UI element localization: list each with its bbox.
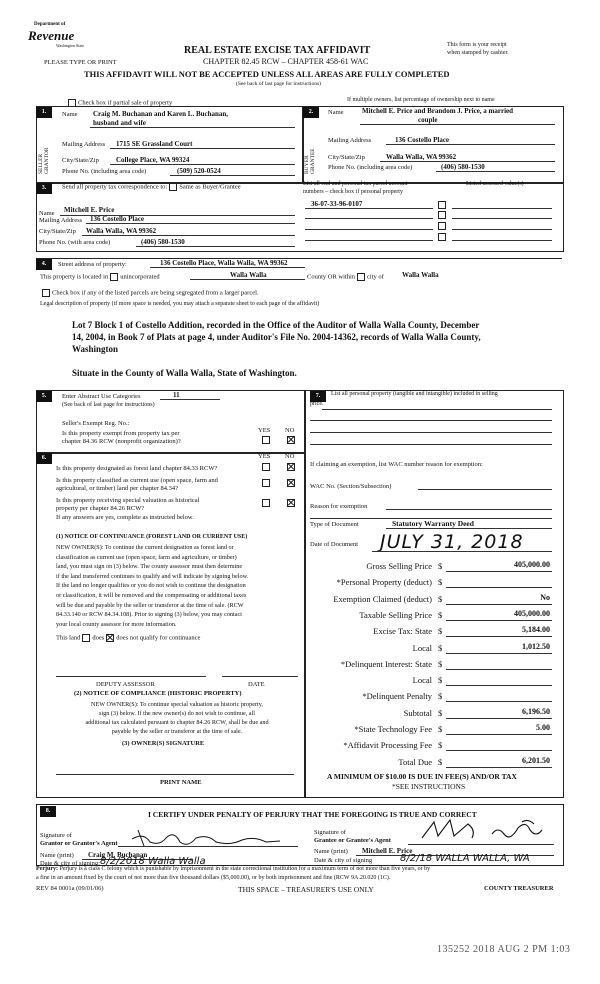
cont-lines-line: will be due and payable by the seller or transferor at the time of sale. (RCW [56,601,244,609]
segregated-checkbox[interactable] [42,289,50,297]
county-or-row: County OR within city of [307,273,384,281]
grantor-sig-label-2: Grantor or Grantor's Agent [40,840,118,847]
dollar-sign: $ [438,658,443,669]
located-row: This property is located in unincorporated [40,273,160,281]
money-line [446,767,552,768]
dollar-sign: $ [438,609,443,620]
money-label: *Affidavit Processing Fee [343,740,432,751]
q-forest-no-checkbox[interactable] [287,463,295,471]
money-line [446,750,552,751]
q-exempt-no-label: NO [285,427,295,434]
grantor-name-label: Name (print) [40,852,74,859]
q-exempt-yes-label: YES [258,427,271,434]
personal-property-checkbox-1[interactable] [438,201,446,209]
doc-type-label: Type of Document [310,521,359,528]
exempt-reg-label: Seller's Exempt Reg. No.: [62,420,130,427]
money-value: 1,012.50 [522,641,550,651]
form-rev: REV 84 0001a (09/01/06) [36,885,104,892]
seller-side-label: SELLER GRANTOR [38,147,50,174]
seller-mail-label: Mailing Address [62,141,106,148]
continuance-text [56,543,248,629]
q-exempt-2: chapter 84.36 RCW (nonprofit organization)? [62,438,181,445]
form-warning: THIS AFFIDAVIT WILL NOT BE ACCEPTED UNLESS ALL AREAS ARE FULLY COMPLETED [84,69,450,79]
sec6-yes-label: YES [258,453,271,460]
form-title: REAL ESTATE EXCISE TAX AFFIDAVIT [184,45,371,56]
buyer-mail-label: Mailing Address [328,137,372,144]
personal-prop-label-2: price. [310,401,324,407]
money-value: 6,201.50 [522,755,550,765]
q-forest-yes-checkbox[interactable] [262,463,270,471]
money-line [446,685,552,686]
cont-lines-line: your local county assessor for more information. [56,620,177,628]
dollar-sign: $ [438,577,443,588]
personal-prop-label-1: List all personal property (tangible and intangible) included in selling [331,391,498,397]
cont-lines-line: if the land transferred continues to qualify and will indicate by signing below. [56,572,249,580]
hist-lines-line: additional tax calculated pursuant to chapter 84.26 RCW, shall be due and [85,719,269,726]
dollar-sign: $ [438,642,443,653]
use-cat-note: (See back of last page for instructions) [62,402,155,408]
money-label: *Personal Property (deduct) [336,577,432,588]
grantor-name: Craig M. Buchanan [88,851,148,859]
sec8-number: 8. [40,806,56,817]
seller-city-label: City/State/Zip [62,157,99,164]
same-as-buyer-checkbox[interactable] [169,183,177,191]
sec6-number: 6. [36,453,52,464]
buyer-city: Walla Walla, WA 99362 [386,153,457,161]
personal-property-checkbox-3[interactable] [438,222,446,230]
q-note: If any answers are yes, complete as instructed below. [56,514,194,521]
buyer-phone: (406) 580-1530 [441,163,485,171]
legal-desc-label: Legal description of property (if more space is needed, you may attach a separate sheet to each page of the affidavit) [40,301,320,307]
seller-mail: 1715 SE Grassland Court [116,140,193,148]
parcel-head-1: List all real and personal tax parcel account [303,181,408,187]
dollar-sign: $ [438,756,443,767]
money-value: 5.00 [536,723,550,732]
grantee-date-label: Date & city of signing [314,857,373,864]
seller-city: College Place, WA 99324 [116,156,190,164]
logo-state: Washington State [56,43,85,48]
cont-lines-line: classification as current use (open space, farm and agriculture, or timber) [56,553,237,561]
logo-revenue: Revenue [28,28,75,43]
sec6-no-label: NO [285,453,295,460]
land-does-checkbox[interactable] [82,634,90,642]
form-chapter: CHAPTER 82.45 RCW – CHAPTER 458-61 WAC [203,57,369,66]
dollar-sign: $ [438,561,443,571]
dollar-sign: $ [438,675,443,686]
continuance-title: (1) NOTICE OF CONTINUANCE (FOREST LAND OR CURRENT USE) [56,534,248,540]
buyer-mail: 136 Costello Place [395,136,450,144]
money-value: 6,196.50 [522,706,550,716]
print-name-label: PRINT NAME [160,779,202,786]
hist-lines-line: sign (3) below. If the new owner(s) do not wish to continue, all [99,710,255,717]
use-cat-label: Enter Abstract Use Categories [62,393,141,400]
grantee-sig-label-1: Signature of [314,829,346,836]
money-line [446,718,552,719]
money-value: 405,000.00 [514,608,550,618]
buyer-name-2: couple [418,116,438,124]
money-label: Total Due [398,756,432,767]
land-qualify-row: This land does does not qualify for continuance [56,634,201,642]
see-back-note: (See back of last page for instructions) [236,81,321,87]
sec1-number: 1. [36,107,52,118]
perjury-line-2: a fine in an amount fixed by the court of not more than five thousand dollars ($5,000.00), or by both imprisonment and fine (RCW 9A.20.020 (1C). [36,875,391,881]
seller-name-label: Name [62,111,78,118]
q-historic-1: Is this property receiving special valuation as historical [56,497,200,504]
doc-type-value: Statutory Warranty Deed [392,519,474,528]
q-historic-yes-checkbox[interactable] [262,499,270,507]
money-value: No [540,592,550,602]
money-value: 5,184.00 [522,625,550,635]
print-note: PLEASE TYPE OR PRINT [44,59,117,66]
money-line [446,653,552,654]
dollar-sign: $ [438,724,443,734]
city-name: Walla Walla [402,271,439,279]
money-label: Subtotal [403,707,432,718]
dollar-sign: $ [438,691,443,702]
money-label: Local [412,642,432,653]
logo-dept: Department of [34,22,66,27]
money-line [446,620,552,621]
sec3-number: 3. [36,183,52,194]
owner-signature-label: (3) OWNER(S) SIGNATURE [122,740,205,747]
exempt-claim-label: If claiming an exemption, list WAC number reason for exemption: [310,461,483,468]
q-current-use-1: Is this property classified as current use (open space, farm and [56,477,218,484]
corr-city: Walla Walla, WA 99362 [86,227,157,235]
buyer-name-label: Name [328,109,344,116]
sec7-number: 7. [310,391,326,402]
hist-lines-line: NEW OWNER(S): To continue special valuation as historic property, [91,701,263,708]
within-city-checkbox[interactable] [357,273,365,281]
doc-date-label: Date of Document [310,541,359,548]
cont-lines-line: land, you must sign on (3) below. The county assessor must then determine [56,563,243,571]
money-line [446,587,552,588]
q-exempt-yes-checkbox[interactable] [262,436,270,444]
street-address: 136 Costello Place, Walla Walla, WA 99362 [160,259,288,267]
parcel-number-1: 36-07-33-96-0107 [311,200,363,208]
deputy-assessor-label: DEPUTY ASSESSOR [96,681,155,688]
money-value: 405,000.00 [514,560,550,569]
q-historic-no-checkbox[interactable] [287,499,295,507]
minimum-due-note: A MINIMUM OF $10.00 IS DUE IN FEE(S) AND/OR TAX [327,772,517,781]
money-label: *Delinquent Penalty [362,691,432,702]
money-line [446,669,552,670]
q-forest: Is this property designated as forest land chapter 84.33 RCW? [56,465,218,472]
corr-mail-label: Mailing Address [39,217,83,224]
partial-sale-row: Check box if partial sale of property [66,99,172,107]
grantee-signature [418,816,558,844]
deputy-date-label: DATE [248,681,265,688]
money-line [446,636,552,637]
corr-name-label: Name [39,210,55,217]
send-correspondence-row: Send all property tax correspondence to: Same as Buyer/Grantee [62,183,241,191]
seller-name-1: Craig M. Buchanan and Karen L. Buchanan, [93,110,229,118]
dollar-sign: $ [438,626,443,637]
money-label: Local [412,675,432,686]
corr-phone: (406) 580-1530 [141,238,185,246]
see-instructions-note: *SEE INSTRUCTIONS [392,782,466,791]
certify-statement: I CERTIFY UNDER PENALTY OF PERJURY THAT THE FOREGOING IS TRUE AND CORRECT [148,810,477,819]
dollar-sign: $ [438,740,443,751]
segregated-row: Check box if any of the listed parcels are being segregated from a larger parcel. [40,289,259,297]
historic-title: (2) NOTICE OF COMPLIANCE (HISTORIC PROPERTY) [74,690,242,697]
receipt-note-2: when stamped by cashier. [447,50,509,56]
grantee-name-label: Name (print) [314,848,348,855]
hist-lines-line: payable by the seller or transferor at the time of sale. [111,728,243,735]
money-label: *State Technology Fee [354,724,432,734]
dollar-sign: $ [438,707,443,718]
cont-lines-line: or classification, it will be removed and the compensating or additional taxes [56,591,247,599]
wac-label: WAC No. (Section/Subsection) [310,483,392,490]
money-line [446,604,552,605]
sec5-number: 5. [36,391,52,402]
use-cat-value: 11 [173,391,180,399]
assessed-head: Listed assessed value(s) [466,181,524,187]
money-line [446,734,552,735]
grantor-date-label: Date & city of signing: [40,860,100,867]
land-does-not-checkbox[interactable] [106,634,114,642]
sec4-number: 4. [36,259,52,270]
grantor-sig-label-1: Signature of [40,832,72,839]
personal-property-checkbox-4[interactable] [438,233,446,241]
seller-name-2: husband and wife [93,119,146,127]
corr-city-label: City/State/Zip [39,228,76,235]
cont-lines-line: NEW OWNER(S): To continue the current designation as forest land or [56,544,234,551]
doc-date-value: JULY 31, 2018 [380,531,524,553]
seller-phone: (509) 520-0524 [177,167,221,175]
grantee-sig-label-2: Grantee or Grantee's Agent [314,837,391,844]
parcel-head-2: numbers – check box if personal property [303,189,403,195]
q-exempt-no-checkbox[interactable] [287,436,295,444]
legal-desc-3: Washington [72,344,119,354]
corr-phone-label: Phone No. (with area code) [39,239,111,246]
buyer-side-label: BUYER GRANTEE [304,148,316,174]
receipt-note-1: This form is your receipt [447,42,507,48]
situate-line: Situate in the County of Walla Walla, State of Washington. [72,368,297,378]
grantee-date-city: 8/2/18 WALLA WALLA, WA [400,853,530,864]
county-treasurer-label: COUNTY TREASURER [484,885,554,892]
grantor-date-city: 8/2/2018 Walla Walla [100,856,206,867]
buyer-phone-label: Phone No. (including area code) [328,164,413,171]
sec2-number: 2. [303,107,319,118]
grantee-name: Mitchell E. Price [362,847,413,855]
personal-property-checkbox-2[interactable] [438,211,446,219]
county-name: Walla Walla [230,271,267,279]
money-label: Gross Selling Price [366,561,432,571]
perjury-line-1: Perjury: Perjury is a class C felony which is punishable by imprisonment in the state correctional institution for a maximum term of not more than five years, or by [36,866,431,872]
buyer-city-label: City/State/Zip [328,154,365,161]
unincorporated-checkbox[interactable] [110,273,118,281]
q-historic-2: property per chapter 84.26 RCW? [56,505,145,512]
historic-text [62,700,292,736]
money-label: *Delinquent Interest: State [340,658,432,669]
money-label: Taxable Selling Price [359,609,432,620]
q-exempt-1: Is this property exempt from property tax per [62,430,180,437]
corr-mail: 136 Costello Place [90,215,145,223]
reason-label: Reason for exemption [310,503,368,510]
q-current-use-no-checkbox[interactable] [287,479,295,487]
corr-name: Mitchell E. Price [64,206,115,214]
money-line [446,701,552,702]
money-label: Exemption Claimed (deduct) [333,593,432,604]
q-current-use-2: agricultural, or timber) land per chapter 84.34? [56,485,179,492]
q-current-use-yes-checkbox[interactable] [262,479,270,487]
multiple-owners-note: If multiple owners, list percentage of ownership next to name [347,97,495,103]
legal-desc-1: Lot 7 Block 1 of Costello Addition, recorded in the Office of the Auditor of Walla Walla County, December [72,320,480,330]
seller-phone-label: Phone No. (including area code) [62,168,147,175]
receipt-stamp: 135252 2018 AUG 2 PM 1:03 [437,944,571,955]
money-line [446,571,552,572]
legal-desc-2: 14, 2004, in Book 7 of Plats at page 4, under Auditor's File No. 2004-14362, records of Walla Walla County, [72,332,481,342]
street-label: Street address of property: [58,261,127,268]
money-label: Excise Tax: State [373,626,432,637]
treasurer-space-label: THIS SPACE – TREASURER'S USE ONLY [238,885,374,894]
buyer-name-1: Mitchell E. Price and Brandom J. Price, a married [362,107,514,115]
dollar-sign: $ [438,593,443,604]
cont-lines-line: If the land no longer qualifies or you do not wish to continue the designation [56,582,246,590]
cont-lines-line: 84.33.140 or RCW 84.34.108). Prior to signing (3) below, you may contact [56,611,242,619]
